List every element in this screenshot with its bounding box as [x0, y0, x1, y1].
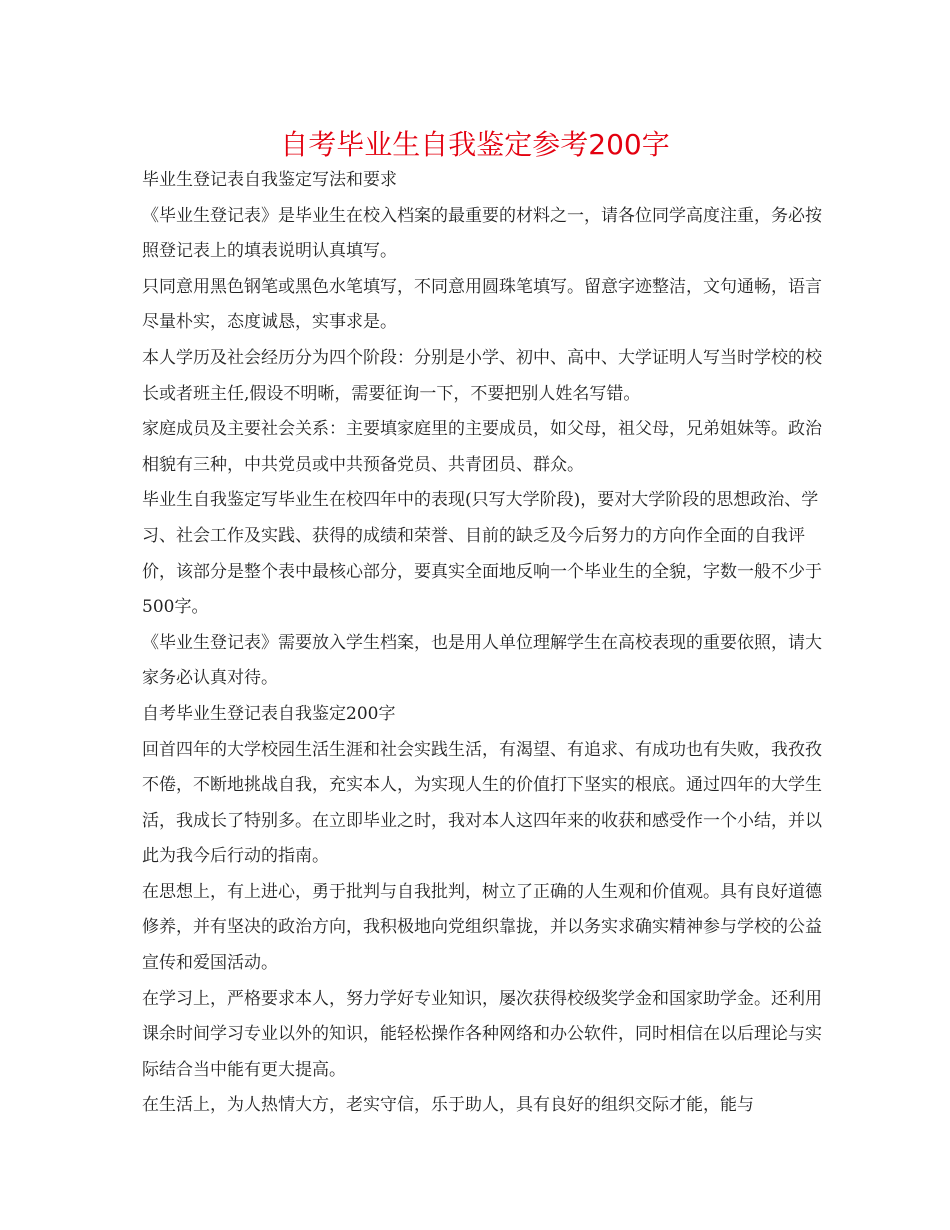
paragraph: 只同意用黑色钢笔或黑色水笔填写，不同意用圆珠笔填写。留意字迹整洁，文句通畅，语言尽量朴实，态度诚恳，实事求是。	[142, 276, 822, 333]
document-body	[142, 163, 832, 1124]
paragraph-heading-requirements: 毕业生登记表自我鉴定写法和要求	[142, 170, 397, 190]
paragraph: 家庭成员及主要社会关系：主要填家庭里的主要成员，如父母，祖父母，兄弟姐妹等。政治相貌有三种，中共党员或中共预备党员、共青团员、群众。	[142, 419, 822, 475]
paragraph: 本人学历及社会经历分为四个阶段：分别是小学、初中、高中、大学证明人写当时学校的校长或者班主任,假设不明晰，需要征询一下，不要把别人姓名写错。	[142, 347, 822, 404]
document-title: 自考毕业生自我鉴定参考200字	[280, 128, 670, 161]
paragraph: 毕业生自我鉴定写毕业生在校四年中的表现(只写大学阶段)，要对大学阶段的思想政治、学习、社会工作及实践、获得的成绩和荣誉、目前的缺乏及今后努力的方向作全面的自我评价，该部分是整个表中最核心部分，要真实全面地反响一个毕业生的全貌，字数一般不少于500字。	[142, 490, 822, 618]
paragraph: 在思想上，有上进心，勇于批判与自我批判，树立了正确的人生观和价值观。具有良好道德修养，并有坚决的政治方向，我积极地向党组织靠拢，并以务实求确实精神参与学校的公益宣传和爱国活动。	[142, 881, 822, 974]
paragraph: 《毕业生登记表》是毕业生在校入档案的最重要的材料之一，请各位同学高度注重，务必按照登记表上的填表说明认真填写。	[142, 205, 822, 262]
paragraph: 在生活上，为人热情大方，老实守信，乐于助人，具有良好的组织交际才能，能与	[142, 1095, 754, 1116]
paragraph-heading-self-assessment: 自考毕业生登记表自我鉴定200字	[142, 703, 396, 724]
paragraph: 《毕业生登记表》需要放入学生档案，也是用人单位理解学生在高校表现的重要依照，请大家务必认真对待。	[142, 632, 822, 689]
paragraph: 在学习上，严格要求本人，努力学好专业知识，屡次获得校级奖学金和国家助学金。还利用课余时间学习专业以外的知识，能轻松操作各种网络和办公软件，同时相信在以后理论与实际结合当中能有更大提高。	[142, 988, 822, 1080]
paragraph: 回首四年的大学校园生活生涯和社会实践生活，有渴望、有追求、有成功也有失败，我孜孜不倦，不断地挑战自我，充实本人，为实现人生的价值打下坚实的根底。通过四年的大学生活，我成长了特别多。在立即毕业之时，我对本人这四年来的收获和感受作一个小结，并以此为我今后行动的指南。	[142, 739, 822, 867]
